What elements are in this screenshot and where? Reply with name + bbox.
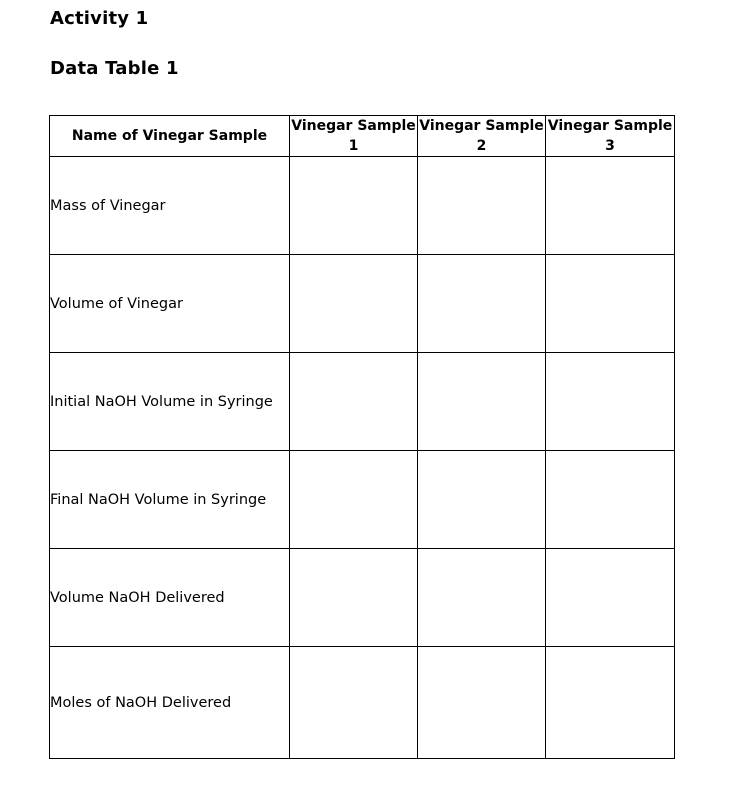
cell-volume-sample-1[interactable] bbox=[290, 255, 418, 353]
row-label-moles-naoh-delivered: Moles of NaOH Delivered bbox=[50, 647, 290, 759]
row-label-volume-of-vinegar: Volume of Vinegar bbox=[50, 255, 290, 353]
cell-mass-sample-3[interactable] bbox=[546, 157, 675, 255]
row-label-volume-naoh-delivered: Volume NaOH Delivered bbox=[50, 549, 290, 647]
header-sample-name: Name of Vinegar Sample bbox=[50, 116, 290, 157]
cell-final-naoh-sample-3[interactable] bbox=[546, 451, 675, 549]
table-row bbox=[50, 353, 675, 451]
header-vinegar-sample-1: Vinegar Sample 1 bbox=[290, 116, 418, 157]
table-row bbox=[50, 157, 675, 255]
cell-moles-naoh-sample-3[interactable] bbox=[546, 647, 675, 759]
cell-final-naoh-sample-1[interactable] bbox=[290, 451, 418, 549]
cell-naoh-delivered-sample-1[interactable] bbox=[290, 549, 418, 647]
cell-moles-naoh-sample-2[interactable] bbox=[418, 647, 546, 759]
cell-mass-sample-2[interactable] bbox=[418, 157, 546, 255]
row-label-mass-of-vinegar: Mass of Vinegar bbox=[50, 157, 290, 255]
cell-final-naoh-sample-2[interactable] bbox=[418, 451, 546, 549]
table-row bbox=[50, 647, 675, 759]
cell-initial-naoh-sample-1[interactable] bbox=[290, 353, 418, 451]
row-label-final-naoh-volume: Final NaOH Volume in Syringe bbox=[50, 451, 290, 549]
cell-volume-sample-3[interactable] bbox=[546, 255, 675, 353]
data-table-title: Data Table 1 bbox=[50, 58, 179, 79]
cell-initial-naoh-sample-3[interactable] bbox=[546, 353, 675, 451]
cell-naoh-delivered-sample-3[interactable] bbox=[546, 549, 675, 647]
header-vinegar-sample-3: Vinegar Sample 3 bbox=[546, 116, 675, 157]
header-vinegar-sample-2: Vinegar Sample 2 bbox=[418, 116, 546, 157]
data-table-1 bbox=[49, 115, 675, 759]
table-row bbox=[50, 255, 675, 353]
cell-initial-naoh-sample-2[interactable] bbox=[418, 353, 546, 451]
cell-mass-sample-1[interactable] bbox=[290, 157, 418, 255]
activity-title: Activity 1 bbox=[50, 8, 149, 29]
row-label-initial-naoh-volume: Initial NaOH Volume in Syringe bbox=[50, 353, 290, 451]
cell-volume-sample-2[interactable] bbox=[418, 255, 546, 353]
table-row bbox=[50, 549, 675, 647]
cell-naoh-delivered-sample-2[interactable] bbox=[418, 549, 546, 647]
table-row bbox=[50, 451, 675, 549]
table-header-row bbox=[50, 116, 675, 157]
cell-moles-naoh-sample-1[interactable] bbox=[290, 647, 418, 759]
